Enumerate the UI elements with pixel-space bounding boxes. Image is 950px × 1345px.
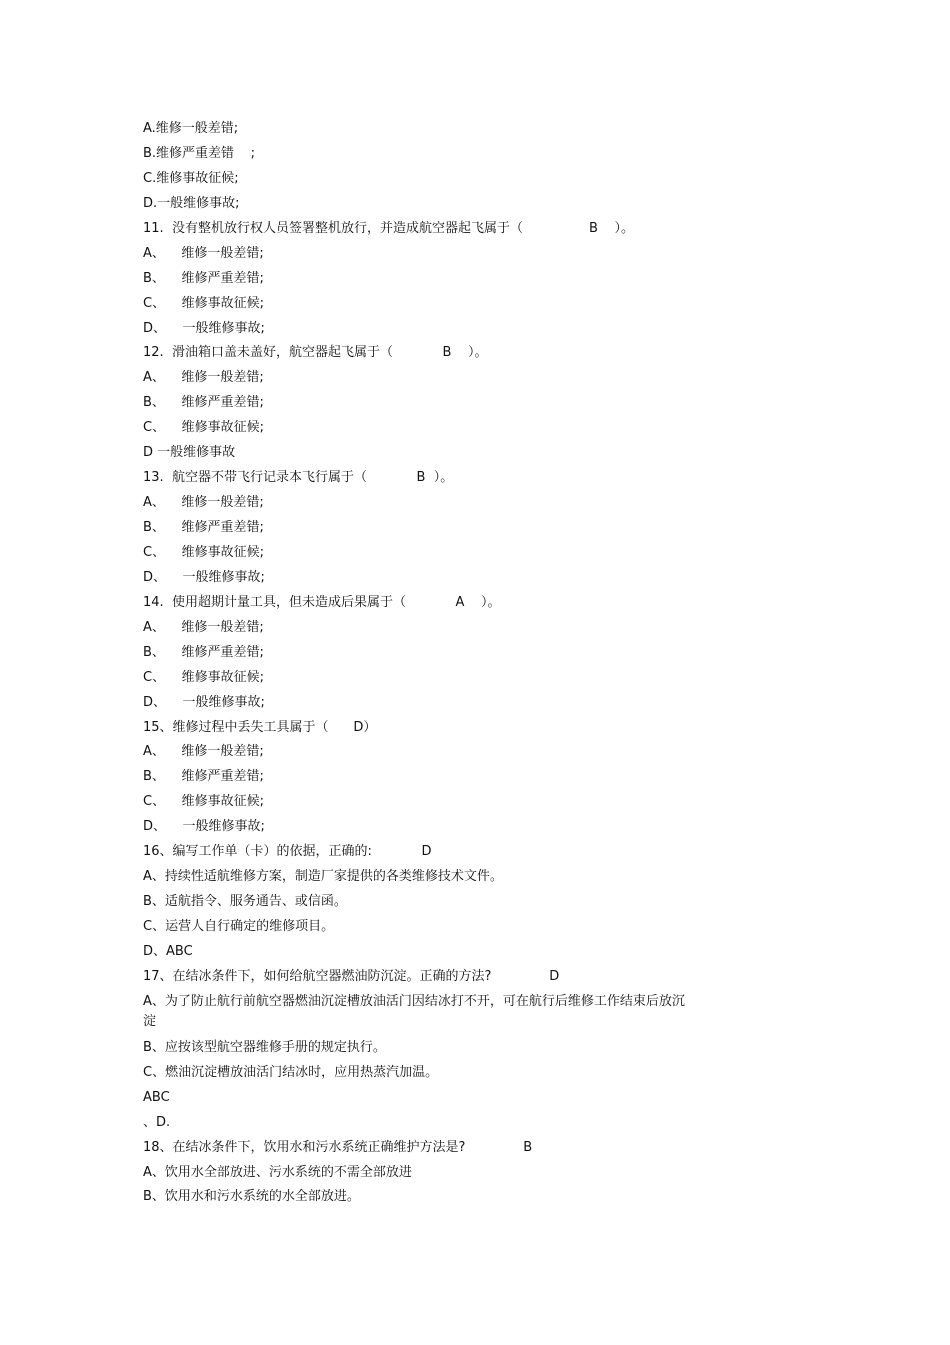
text-line: B、 维修严重差错; [143,769,264,785]
text-line: C.维修事故征候; [143,170,239,186]
text-line: D、 一般维修事故; [143,569,265,585]
text-line: 11. 没有整机放行权人员签署整机放行，并造成航空器起飞属于（ B ）。 [143,220,635,236]
text-line: 13. 航空器不带飞行记录本飞行属于（ B ）。 [143,470,454,486]
text-line: B、适航指令、服务通告、或信函。 [143,894,347,910]
text-line: 淀 [143,1013,157,1029]
text-line: B、 维修严重差错; [143,520,264,535]
text-line: A、 维修一般差错; [143,245,264,261]
question-list [143,119,783,1212]
text-line: D、 一般维修事故; [143,320,265,336]
text-line: B、饮用水和污水系统的水全部放进。 [143,1189,360,1205]
text-line: D、 一般维修事故; [143,694,265,710]
text-line: A、 维修一般差错; [143,495,264,511]
text-line: 18、在结冰条件下，饮用水和污水系统正确维护方法是? B [143,1139,533,1155]
text-line: C、 维修事故征候; [143,295,264,311]
text-line: C、运营人自行确定的维修项目。 [143,919,335,934]
text-line: 15、维修过程中丢失工具属于（ D） [143,719,377,735]
text-line: B.维修严重差错 ; [143,145,255,161]
text-line: A、 维修一般差错; [143,744,264,760]
text-line: 16、编写工作单（卡）的依据，正确的: D [143,844,432,860]
text-line: D.一般维修事故; [143,195,240,211]
text-line: C、 维修事故征候; [143,544,264,560]
text-line: D 一般维修事故 [143,445,236,461]
text-line: A、为了防止航行前航空器燃油沉淀槽放油活门因结冰打不开，可在航行后维修工作结束后放沉 [143,993,685,1009]
text-line: 14. 使用超期计量工具，但未造成后果属于（ A ）。 [143,594,501,610]
text-line: C、 维修事故征候; [143,669,264,685]
text-line: A、持续性适航维修方案，制造厂家提供的各类维修技术文件。 [143,869,503,885]
text-line: B、应按该型航空器维修手册的规定执行。 [143,1039,386,1055]
text-line: A、 维修一般差错; [143,370,264,386]
text-line: D、ABC [143,943,193,959]
text-line: C、 维修事故征候; [143,420,264,436]
text-line: C、燃油沉淀槽放油活门结冰时，应用热蒸汽加温。 [143,1064,439,1080]
text-line: 、D. [143,1114,171,1130]
text-line: 17、在结冰条件下，如何给航空器燃油防沉淀。正确的方法? D [143,968,560,984]
text-line: A.维修一般差错; [143,121,239,136]
text-line: A、饮用水全部放进、污水系统的不需全部放进 [143,1164,412,1180]
text-line: 12. 滑油箱口盖未盖好，航空器起飞属于（ B ）。 [143,345,488,361]
text-line: D、 一般维修事故; [143,819,265,835]
text-line: ABC [143,1089,170,1105]
text-line: B、 维修严重差错; [143,644,264,660]
text-line: B、 维修严重差错; [143,270,264,286]
text-line: C、 维修事故征候; [143,794,264,810]
text-line: A、 维修一般差错; [143,619,264,635]
text-line: B、 维修严重差错; [143,395,264,411]
